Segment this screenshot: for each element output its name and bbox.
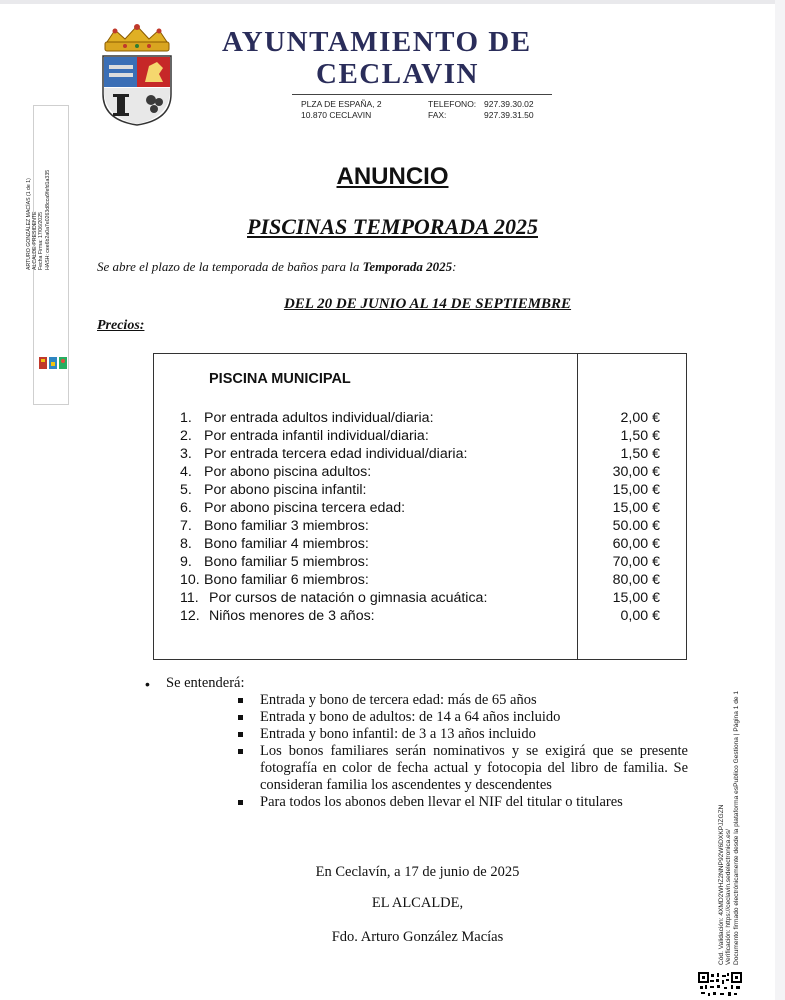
intro-colon: : — [452, 259, 457, 274]
price-row-number: 5. — [180, 482, 192, 498]
price-row — [180, 463, 660, 481]
price-row-number: 7. — [180, 518, 192, 534]
price-row-label: Por abono piscina tercera edad: — [204, 500, 406, 516]
fax-label: FAX: — [428, 110, 447, 120]
price-row — [180, 607, 660, 625]
price-row-label: Niños menores de 3 años: — [209, 608, 375, 624]
price-row-number: 11. — [180, 590, 199, 606]
council-name-line-1: AYUNTAMIENTO DE — [222, 26, 532, 58]
square-bullet-icon — [238, 715, 243, 720]
price-row-label: Por entrada adultos individual/diaria: — [204, 410, 434, 426]
verification-line-2: Verificación: https://ceclavin.sedelectronica.es/ — [725, 829, 733, 965]
notes-list — [236, 692, 688, 811]
note-text: Entrada y bono infantil: de 3 a 13 años incluido — [260, 726, 536, 742]
notice-heading: ANUNCIO — [336, 163, 449, 190]
signature-line-2: ALCALDE-PRESIDENTE — [32, 211, 39, 270]
price-row-label: Por abono piscina infantil: — [204, 482, 367, 498]
price-row-value: 2,00 € — [620, 410, 660, 426]
note-item — [236, 726, 688, 743]
signature-line-3: Fecha Firma: 17/06/2025 — [38, 212, 45, 270]
price-row-number: 8. — [180, 536, 192, 552]
price-row-value: 50.00 € — [612, 518, 660, 534]
place-and-date: En Ceclavín, a 17 de junio de 2025 — [315, 864, 520, 880]
price-list — [180, 409, 660, 625]
season-date-range: DEL 20 DE JUNIO AL 14 DE SEPTIEMBRE — [283, 296, 572, 312]
note-text: Entrada y bono de adultos: de 14 a 64 años incluido — [260, 709, 561, 725]
price-row — [180, 589, 660, 607]
price-row-number: 10. — [180, 572, 200, 588]
price-row — [180, 517, 660, 535]
bullet-dot-icon: • — [145, 676, 150, 692]
town-coat-of-arms-icon — [95, 22, 179, 127]
qr-code-icon — [698, 972, 742, 1000]
signature-seal-icon — [38, 355, 68, 371]
note-item — [236, 743, 688, 794]
price-row-label: Bono familiar 4 miembros: — [204, 536, 369, 552]
signatory-name: Fdo. Arturo González Macías — [331, 929, 504, 945]
council-name-line-2: CECLAVIN — [316, 58, 479, 90]
price-row — [180, 427, 660, 445]
square-bullet-icon — [238, 732, 243, 737]
price-row — [180, 553, 660, 571]
price-row-number: 3. — [180, 446, 192, 462]
note-item — [236, 692, 688, 709]
note-text: Los bonos familiares serán nominativos y se exigirá que se presente fotografía en color de fecha actual y fotocopia del libro de familia. Se consideran familia los ascendentes y descendentes — [260, 743, 688, 793]
price-row — [180, 445, 660, 463]
price-row-value: 15,00 € — [612, 590, 660, 606]
price-row-number: 6. — [180, 500, 192, 516]
price-row — [180, 499, 660, 517]
signatory-role: EL ALCALDE, — [371, 895, 464, 911]
intro-text: Se abre el plazo de la temporada de baños para la — [97, 259, 363, 274]
price-row-label: Bono familiar 3 miembros: — [204, 518, 369, 534]
price-row-value: 1,50 € — [620, 446, 660, 462]
note-item — [236, 794, 688, 811]
note-item — [236, 709, 688, 726]
square-bullet-icon — [238, 698, 243, 703]
price-row-number: 1. — [180, 410, 192, 426]
price-row-value: 0,00 € — [620, 608, 660, 624]
price-table-title: PISCINA MUNICIPAL — [209, 371, 351, 387]
price-row — [180, 571, 660, 589]
price-row-number: 2. — [180, 428, 192, 444]
price-row-label: Por entrada tercera edad individual/diaria: — [204, 446, 468, 462]
price-row-value: 1,50 € — [620, 428, 660, 444]
verification-text — [718, 625, 740, 965]
notes-main-label: Se entenderá: — [166, 675, 245, 691]
intro-bold-season: Temporada 2025 — [362, 259, 453, 274]
signature-line-4: HASH: cee6b2a0a7e0263d8cca9fefd1a335 — [44, 169, 51, 270]
price-row-label: Por abono piscina adultos: — [204, 464, 372, 480]
viewer-right-border — [775, 0, 785, 1000]
intro-paragraph — [97, 259, 456, 275]
signature-line-1: ARTURO GONZÁLEZ MACÍAS (1 de 1) — [26, 178, 32, 270]
square-bullet-icon — [238, 749, 243, 754]
price-row-value: 60,00 € — [612, 536, 660, 552]
address-line-2: 10.870 CECLAVIN — [301, 110, 372, 120]
price-row-number: 9. — [180, 554, 192, 570]
phone-label: TELEFONO: — [428, 99, 477, 109]
verification-line-3: Documento firmado electrónicamente desde la plataforma esPublico Gestiona | Página 1 de 1 — [732, 690, 740, 965]
price-row — [180, 535, 660, 553]
note-text: Entrada y bono de tercera edad: más de 65 años — [260, 692, 537, 708]
viewer-top-border — [0, 0, 785, 4]
price-row-label: Por entrada infantil individual/diaria: — [204, 428, 429, 444]
price-row-label: Por cursos de natación o gimnasia acuática: — [209, 590, 488, 606]
price-row-value: 15,00 € — [612, 482, 660, 498]
price-row-value: 80,00 € — [612, 572, 660, 588]
square-bullet-icon — [238, 800, 243, 805]
price-row-value: 15,00 € — [612, 500, 660, 516]
fax-number: 927.39.31.50 — [484, 110, 534, 120]
note-text: Para todos los abonos deben llevar el NIF del titular o titulares — [260, 794, 623, 810]
price-row-label: Bono familiar 5 miembros: — [204, 554, 369, 570]
price-row-number: 12. — [180, 608, 200, 624]
price-row-value: 30,00 € — [612, 464, 660, 480]
prices-label: Precios: — [97, 318, 145, 333]
verification-line-1: Cód. Validación: 4XMD2WHZ2NNP92W6DXKPJZGZN — [718, 804, 725, 965]
price-row-label: Bono familiar 6 miembros: — [204, 572, 369, 588]
price-row-number: 4. — [180, 464, 192, 480]
header-divider — [292, 94, 552, 95]
address-line-1: PLZA DE ESPAÑA, 2 — [301, 99, 382, 109]
phone-number: 927.39.30.02 — [484, 99, 534, 109]
price-row — [180, 409, 660, 427]
season-title: PISCINAS TEMPORADA 2025 — [247, 214, 538, 239]
price-row — [180, 481, 660, 499]
price-row-value: 70,00 € — [612, 554, 660, 570]
